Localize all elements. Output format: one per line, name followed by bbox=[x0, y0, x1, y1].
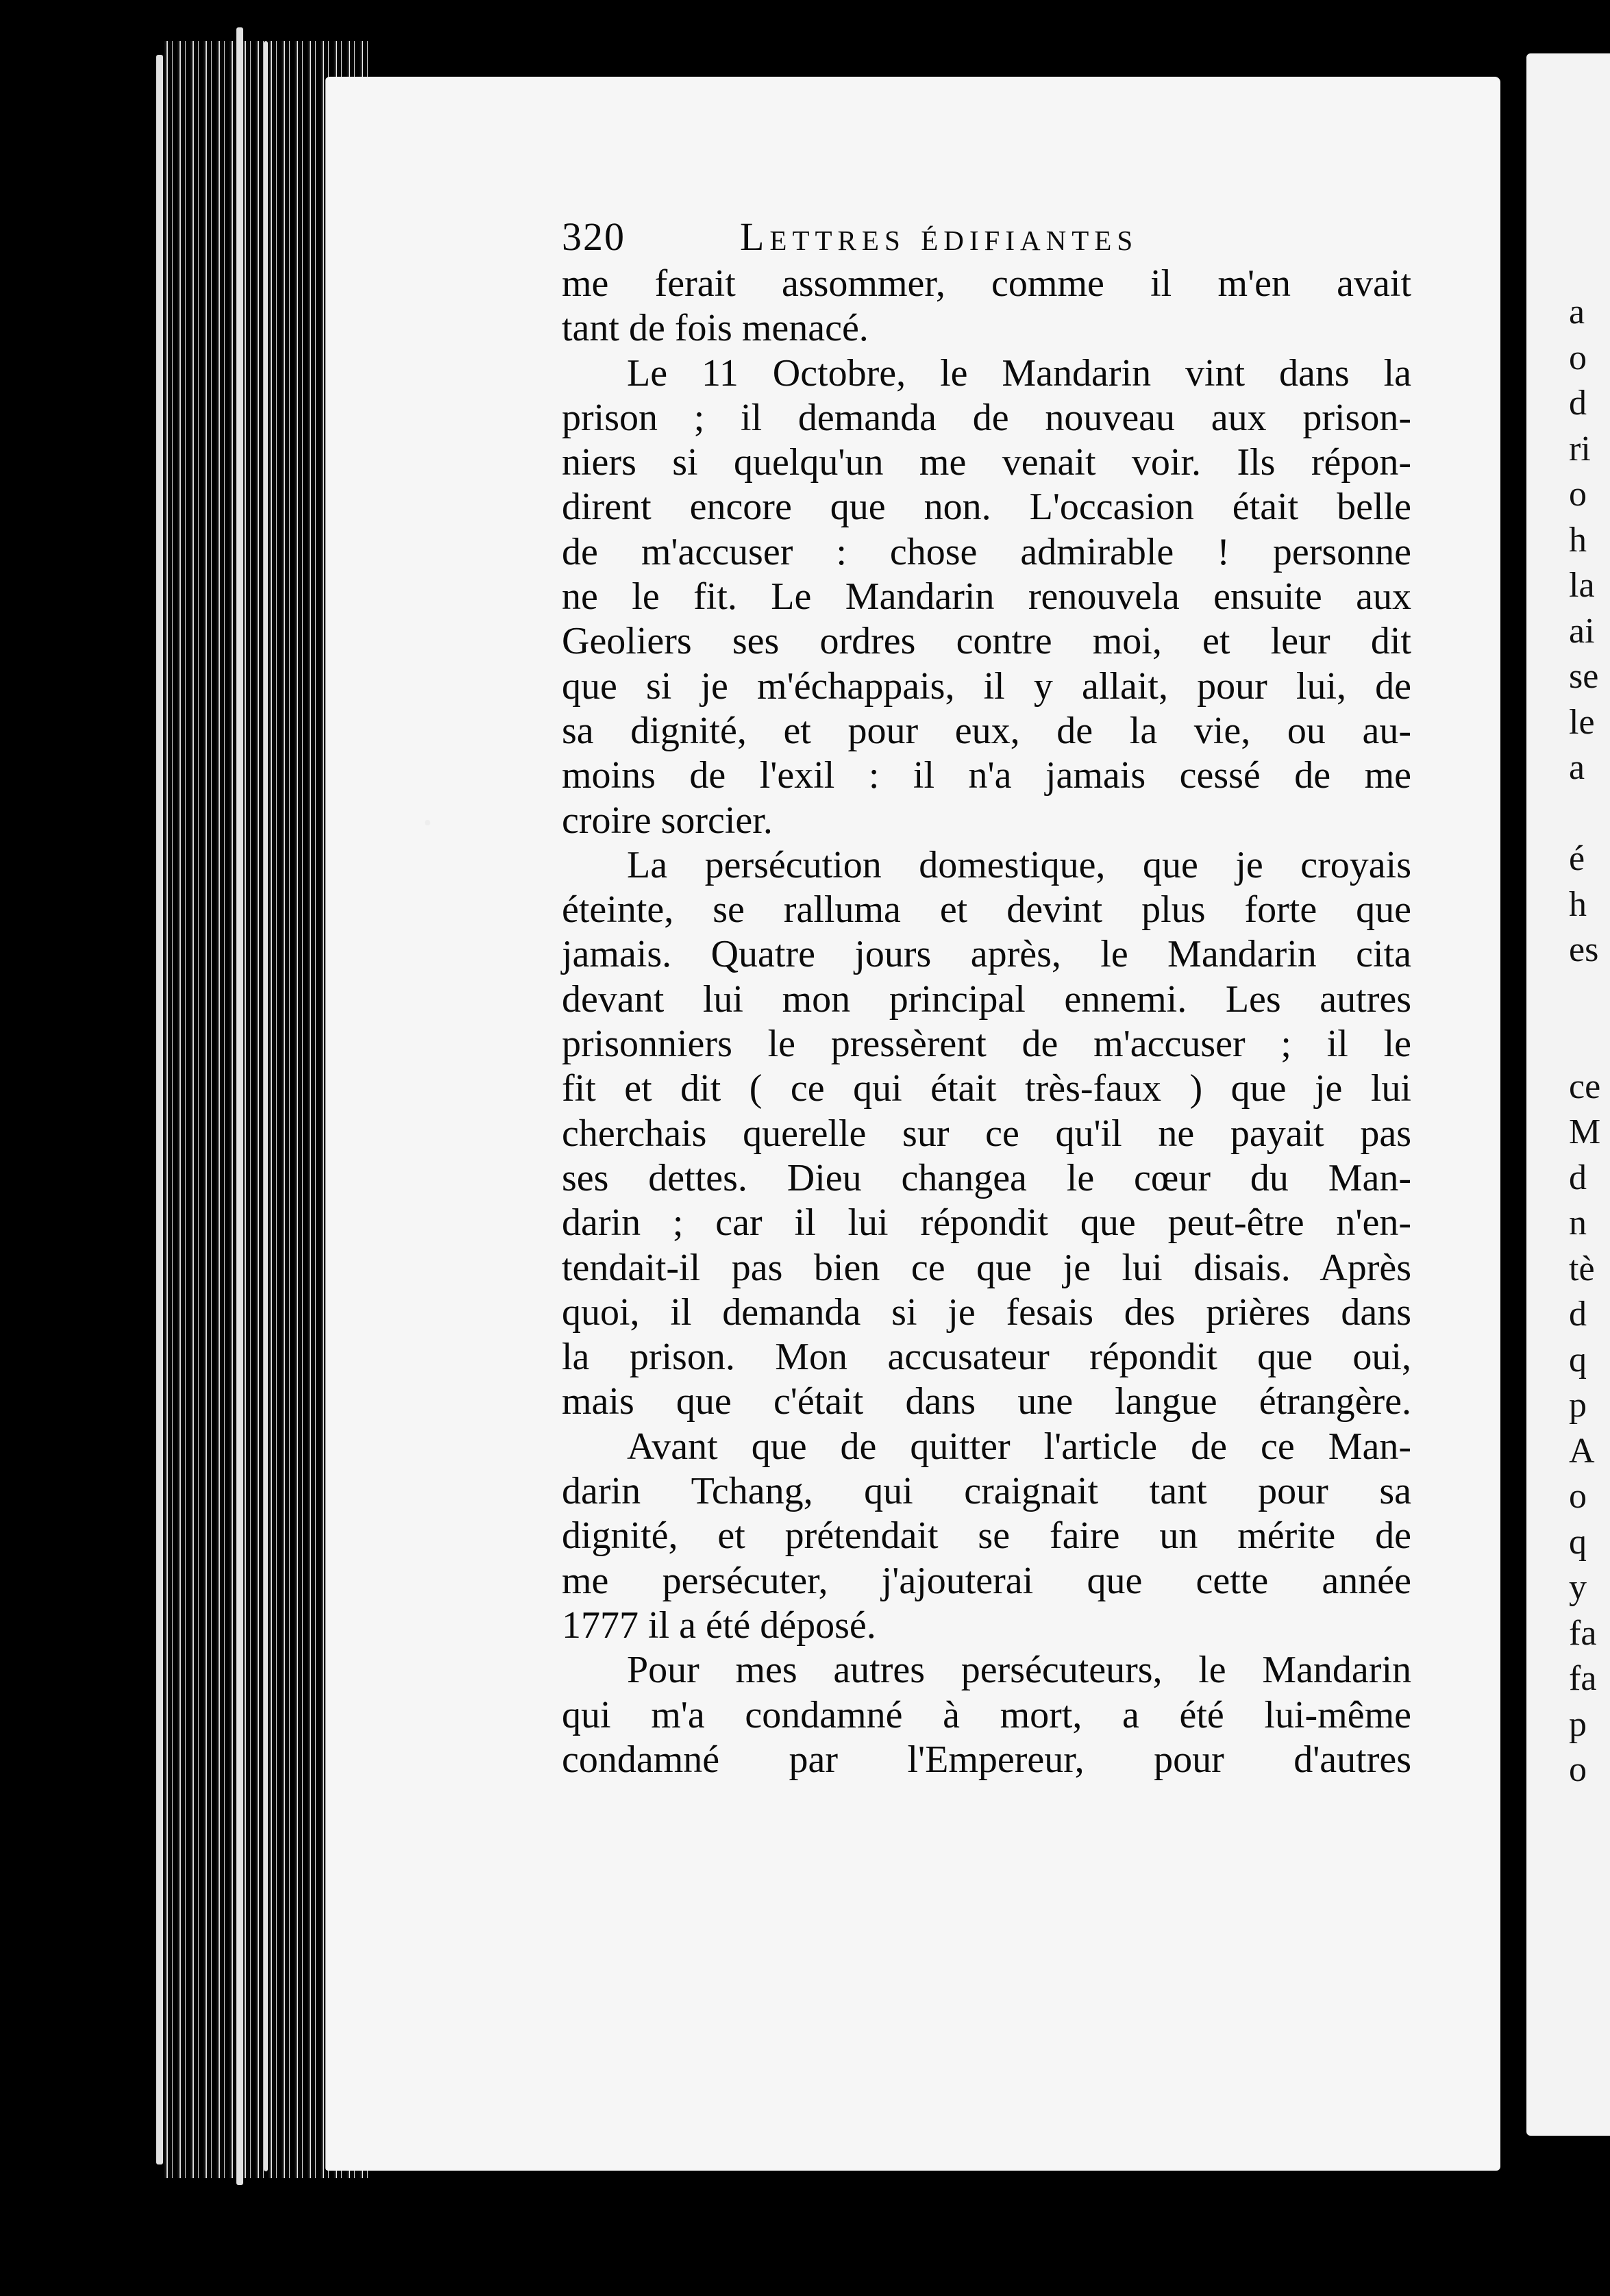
text-line: darin ; car il lui répondit que peut-être n'en- bbox=[562, 1201, 1411, 1245]
text-line: dignité, et prétendait se faire un mérite de bbox=[562, 1514, 1411, 1558]
page-text bbox=[562, 214, 1439, 1782]
text-line: devant lui mon principal ennemi. Les autres bbox=[562, 977, 1411, 1021]
next-page-fragment: o bbox=[1569, 1477, 1587, 1516]
text-line: jamais. Quatre jours après, le Mandarin cita bbox=[562, 933, 1411, 976]
next-page-fragment: p bbox=[1569, 1704, 1587, 1744]
text-line: me persécuter, j'ajouterai que cette année bbox=[562, 1559, 1411, 1602]
next-page-fragment: le bbox=[1569, 702, 1595, 742]
next-page-fragment: o bbox=[1569, 1750, 1587, 1789]
next-page-fragment: A bbox=[1569, 1431, 1595, 1471]
next-page-fragment: M bbox=[1569, 1112, 1601, 1151]
next-page-fragment: fa bbox=[1569, 1613, 1597, 1653]
page-edge-line bbox=[156, 55, 163, 2164]
next-page-fragment: o bbox=[1569, 475, 1587, 514]
next-page-fragment: h bbox=[1569, 520, 1587, 560]
text-line: niers si quelqu'un me venait voir. Ils répon- bbox=[562, 441, 1411, 484]
next-page-fragment: se bbox=[1569, 657, 1599, 696]
running-head-title: Lettres édifiantes bbox=[740, 214, 1139, 259]
text-line: tendait-il pas bien ce que je lui disais. Après bbox=[562, 1246, 1411, 1289]
text-line: ses dettes. Dieu changea le cœur du Man- bbox=[562, 1156, 1411, 1199]
text-line: fit et dit ( ce qui était très-faux ) que je lui bbox=[562, 1067, 1411, 1110]
text-line: prison ; il demanda de nouveau aux prison- bbox=[562, 396, 1411, 439]
next-page-fragment: la bbox=[1569, 566, 1595, 605]
next-page-fragment: a bbox=[1569, 292, 1585, 332]
next-page-fragment: y bbox=[1569, 1568, 1587, 1607]
next-page-fragment: q bbox=[1569, 1522, 1587, 1562]
text-line: croire sorcier. bbox=[562, 799, 773, 842]
text-line: mais que c'était dans une langue étrangère. bbox=[562, 1380, 1411, 1423]
page-number: 320 bbox=[562, 214, 626, 259]
text-line: de m'accuser : chose admirable ! personne bbox=[562, 530, 1411, 573]
next-page-fragment: h bbox=[1569, 884, 1587, 924]
body-text bbox=[562, 262, 1439, 1782]
text-line: La persécution domestique, que je croyais bbox=[627, 843, 1411, 886]
next-page-fragment: ce bbox=[1569, 1066, 1601, 1106]
next-page-fragment: es bbox=[1569, 930, 1599, 969]
book-page bbox=[325, 77, 1500, 2171]
next-page-fragment: tè bbox=[1569, 1249, 1595, 1288]
speck bbox=[425, 820, 430, 825]
text-line: sa dignité, et pour eux, de la vie, ou au- bbox=[562, 709, 1411, 752]
text-line: moins de l'exil : il n'a jamais cessé de me bbox=[562, 754, 1411, 797]
text-line: la prison. Mon accusateur répondit que oui, bbox=[562, 1336, 1411, 1379]
next-page-fragment: p bbox=[1569, 1386, 1587, 1425]
text-line: me ferait assommer, comme il m'en avait bbox=[562, 262, 1411, 305]
next-page-fragment: é bbox=[1569, 839, 1585, 878]
next-page-fragment: fa bbox=[1569, 1659, 1597, 1698]
next-page-fragment: ai bbox=[1569, 611, 1595, 651]
next-page-fragment: d bbox=[1569, 384, 1587, 423]
text-line: que si je m'échappais, il y allait, pour lui, de bbox=[562, 664, 1411, 708]
running-head bbox=[562, 214, 1439, 262]
next-page-fragment: ri bbox=[1569, 429, 1591, 469]
next-page-fragment: d bbox=[1569, 1158, 1587, 1197]
text-line: prisonniers le pressèrent de m'accuser ; il le bbox=[562, 1023, 1411, 1066]
text-line: dirent encore que non. L'occasion était belle bbox=[562, 486, 1411, 529]
next-page-fragment: q bbox=[1569, 1340, 1587, 1380]
text-line: quoi, il demanda si je fesais des prières dans bbox=[562, 1290, 1411, 1334]
text-line: darin Tchang, qui craignait tant pour sa bbox=[562, 1470, 1411, 1513]
text-line: ne le fit. Le Mandarin renouvela ensuite aux bbox=[562, 575, 1411, 619]
next-page-fragment: d bbox=[1569, 1295, 1587, 1334]
text-line: Avant que de quitter l'article de ce Man- bbox=[627, 1425, 1411, 1468]
text-line: Le 11 Octobre, le Mandarin vint dans la bbox=[627, 351, 1411, 395]
text-line: éteinte, se ralluma et devint plus forte que bbox=[562, 888, 1411, 932]
text-line: cherchais querelle sur ce qu'il ne payait pas bbox=[562, 1112, 1411, 1155]
text-line: condamné par l'Empereur, pour d'autres bbox=[562, 1738, 1411, 1781]
text-line: Geoliers ses ordres contre moi, et leur dit bbox=[562, 620, 1411, 663]
next-page-fragment: a bbox=[1569, 748, 1585, 787]
next-page-fragment: o bbox=[1569, 338, 1587, 377]
next-page-edge bbox=[1526, 53, 1610, 2136]
text-line: qui m'a condamné à mort, a été lui-même bbox=[562, 1693, 1411, 1736]
text-line: tant de fois menacé. bbox=[562, 307, 869, 350]
page-edge-line bbox=[264, 41, 268, 2171]
next-page-fragment: n bbox=[1569, 1203, 1587, 1243]
page-edge-line bbox=[236, 27, 243, 2185]
text-line: 1777 il a été déposé. bbox=[562, 1604, 876, 1647]
text-line: Pour mes autres persécuteurs, le Mandarin bbox=[627, 1649, 1411, 1692]
